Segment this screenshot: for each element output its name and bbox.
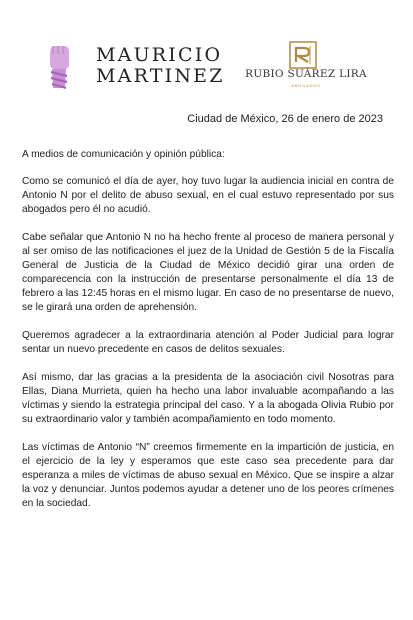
letter-body xyxy=(22,148,394,525)
rubio-suarez-lira-logo xyxy=(245,40,367,100)
firm-subtitle: ABOGADOS xyxy=(291,83,321,88)
paragraph-2: Cabe señalar que Antonio N no ha hecho frente al proceso de manera personal y al ser omiso de las notificaciones el juez de la Unidad de Gestión 5 de la Fiscalía General de Justicia de la Ciudad de México decidió girar una orden de comparecencia con la instrucción de presentarse personalmente el día 13 de febrero a las 12:45 horas en el mismo lugar. En caso de no presentarse de nuevo, se le girará una orden de aprehensión. xyxy=(22,232,394,313)
rsl-monogram-icon xyxy=(288,40,318,70)
logo-line-2: MARTINEZ xyxy=(96,65,225,87)
date-line: Ciudad de México, 26 de enero de 2023 xyxy=(187,113,383,125)
mauricio-martinez-logo xyxy=(96,45,236,87)
paragraph-4: Así mismo, dar las gracias a la presidenta de la asociación civil Nosotras para Ellas, Diana Murrieta, quien ha hecho una labor invaluable acompañando a las víctimas y siendo la estrategia principal del caso. Y a la abogada Olivia Rubio por su extraordinario valor y también acompañamiento en todo momento. xyxy=(22,372,394,425)
letterhead xyxy=(0,0,413,100)
paragraph-3: Queremos agradecer a la extraordinaria atención al Poder Judicial para lograr sentar un nuevo precedente en casos de delitos sexuales. xyxy=(22,330,394,355)
paragraph-5: Las víctimas de Antonio “N” creemos firmemente en la impartición de justicia, en el ejercicio de la ley y esperamos que este caso sea precedente para dar esperanza a miles de víctimas de abuso sexual en México. Que se inspire a alzar la voz y denunciar. Juntos podemos ayudar a detener uno de los peores crímenes en la sociedad. xyxy=(22,442,394,509)
logo-line-1: MAURICIO xyxy=(96,44,223,66)
firm-name: RUBIO SUÁREZ LIRA xyxy=(245,68,367,80)
raised-fist-icon xyxy=(44,40,74,92)
greeting: A medios de comunicación y opinión pública: xyxy=(22,149,225,160)
paragraph-1: Como se comunicó el día de ayer, hoy tuvo lugar la audiencia inicial en contra de Antonio N por el delito de abuso sexual, en el cual estuvo representado por sus abogados pero él no acudió. xyxy=(22,176,394,215)
